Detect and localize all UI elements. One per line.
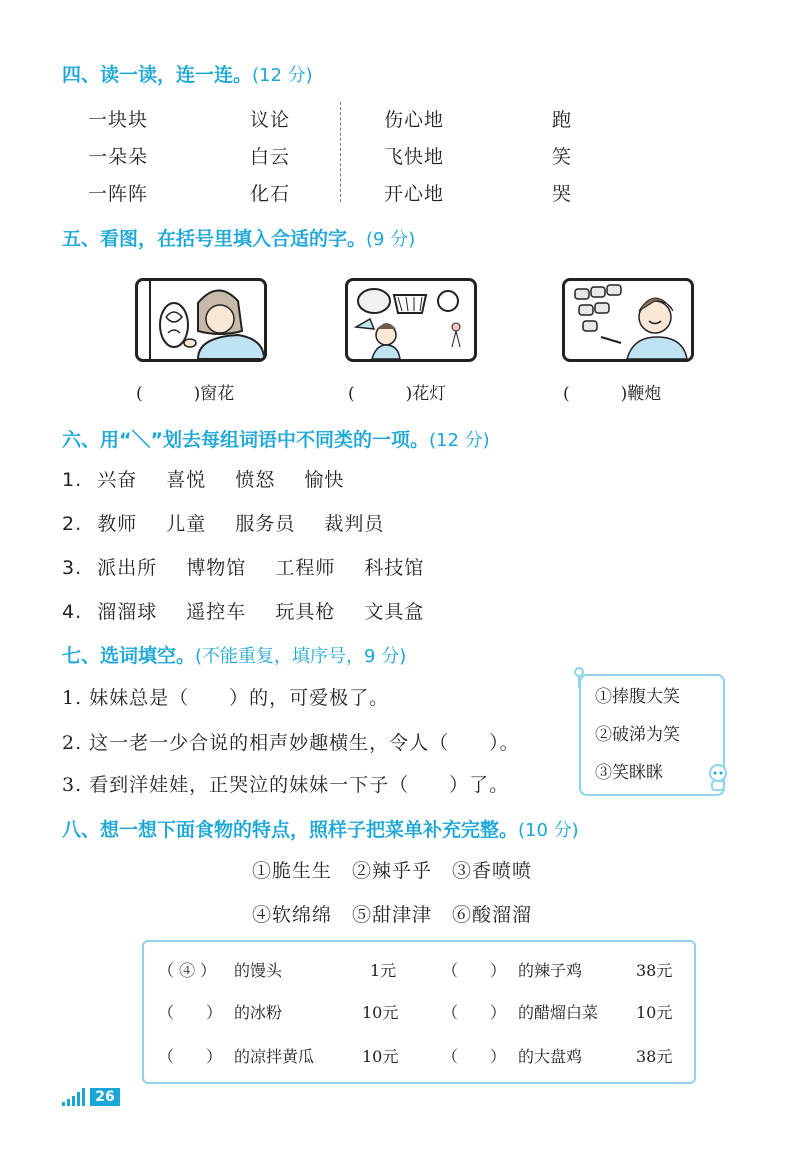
word[interactable]: 儿童 [166, 513, 207, 535]
word[interactable]: 服务员 [235, 513, 296, 535]
match-item[interactable]: 一块块 [88, 109, 149, 131]
sec4-right-col1 [384, 102, 444, 213]
menu-price: 38元 [636, 1047, 673, 1066]
menu-dish: 的冰粉 [234, 1003, 283, 1022]
word[interactable]: 博物馆 [186, 557, 247, 579]
menu-dish: 的大盘鸡 [518, 1047, 583, 1066]
word[interactable]: 玩具枪 [275, 601, 336, 623]
menu-blank[interactable]: （ ） [442, 961, 507, 980]
match-item[interactable]: 化石 [250, 183, 291, 205]
sec8-heading: 八、想一想下面食物的特点，照样子把菜单补充完整。(10 分) [62, 819, 579, 841]
sec6-heading: 六、用“＼”划去每组词语中不同类的一项。(12 分) [62, 429, 490, 451]
word[interactable]: 裁判员 [324, 513, 385, 535]
page-bars-icon [62, 1088, 88, 1106]
menu-dish: 的凉拌黄瓜 [234, 1047, 315, 1066]
menu-price: 10元 [362, 1047, 399, 1066]
lantern-picture [345, 278, 477, 362]
sec6-row: 3. 派出所 博物馆 工程师 科技馆 [62, 557, 425, 579]
match-item[interactable]: 伤心地 [384, 109, 445, 131]
word[interactable]: 愤怒 [235, 469, 276, 491]
sec6-row: 2. 教师 儿童 服务员 裁判员 [62, 513, 385, 535]
option-item: ①捧腹大笑 [595, 687, 680, 707]
word[interactable]: 教师 [97, 513, 138, 535]
menu-dish: 的辣子鸡 [518, 961, 583, 980]
sec4-right-col2 [552, 102, 572, 213]
firecracker-picture [562, 278, 694, 362]
sec4-left-col2 [250, 102, 290, 213]
menu-price: 10元 [362, 1003, 399, 1022]
menu-price: 10元 [636, 1003, 673, 1022]
menu-box [142, 940, 696, 1084]
caption-lantern: ( )花灯 [348, 384, 447, 404]
menu-blank[interactable]: （ ④ ） [158, 961, 217, 980]
robot-icon [705, 762, 731, 792]
sec7-sentence-1: 1. 妹妹总是（ ）的，可爱极了。 [62, 687, 390, 709]
sec6-row: 1. 兴奋 喜悦 愤怒 愉快 [62, 469, 345, 491]
sec8-word-bank-row1: ①脆生生 ②辣乎乎 ③香喷喷 [252, 860, 533, 882]
sec7-heading: 七、选词填空。(不能重复，填序号，9 分) [62, 645, 407, 667]
word[interactable]: 工程师 [275, 557, 336, 579]
caption-paper-cut: ( )窗花 [136, 384, 235, 404]
match-item[interactable]: 开心地 [384, 183, 445, 205]
match-item[interactable]: 飞快地 [384, 146, 445, 168]
paper-cut-picture [135, 278, 267, 362]
menu-price: 38元 [636, 961, 673, 980]
clip-icon [569, 666, 589, 690]
match-item[interactable]: 一朵朵 [88, 146, 149, 168]
match-item[interactable]: 哭 [552, 183, 573, 205]
sec8-word-bank-row2: ④软绵绵 ⑤甜津津 ⑥酸溜溜 [252, 904, 533, 926]
match-item[interactable]: 跑 [552, 109, 573, 131]
sec5-heading: 五、看图，在括号里填入合适的字。(9 分) [62, 228, 416, 250]
word[interactable]: 溜溜球 [97, 601, 158, 623]
word[interactable]: 喜悦 [166, 469, 207, 491]
word[interactable]: 兴奋 [97, 469, 138, 491]
sec6-row: 4. 溜溜球 遥控车 玩具枪 文具盒 [62, 601, 425, 623]
option-item: ②破涕为笑 [595, 725, 680, 745]
menu-blank[interactable]: （ ） [158, 1003, 223, 1022]
menu-blank[interactable]: （ ） [442, 1047, 507, 1066]
option-item: ③笑眯眯 [595, 763, 663, 783]
word[interactable]: 文具盒 [364, 601, 425, 623]
sec4-left-col1 [88, 102, 148, 213]
word-options-box [579, 674, 725, 796]
caption-firecracker: ( )鞭炮 [563, 384, 662, 404]
sec7-sentence-3: 3. 看到洋娃娃，正哭泣的妹妹一下子（ ）了。 [62, 774, 510, 796]
menu-price: 1元 [370, 961, 397, 980]
word[interactable]: 愉快 [304, 469, 345, 491]
column-divider [340, 102, 341, 202]
menu-blank[interactable]: （ ） [442, 1003, 507, 1022]
word[interactable]: 派出所 [97, 557, 158, 579]
match-item[interactable]: 笑 [552, 146, 573, 168]
menu-dish: 的醋熘白菜 [518, 1003, 599, 1022]
sec7-sentence-2: 2. 这一老一少合说的相声妙趣横生，令人（ ）。 [62, 732, 520, 754]
sec4-heading: 四、读一读，连一连。(12 分) [62, 64, 313, 86]
match-item[interactable]: 白云 [250, 146, 291, 168]
word[interactable]: 遥控车 [186, 601, 247, 623]
menu-dish: 的馒头 [234, 961, 283, 980]
menu-blank[interactable]: （ ） [158, 1047, 223, 1066]
word[interactable]: 科技馆 [364, 557, 425, 579]
match-item[interactable]: 议论 [250, 109, 291, 131]
match-item[interactable]: 一阵阵 [88, 183, 149, 205]
page-number: 26 [90, 1088, 120, 1106]
